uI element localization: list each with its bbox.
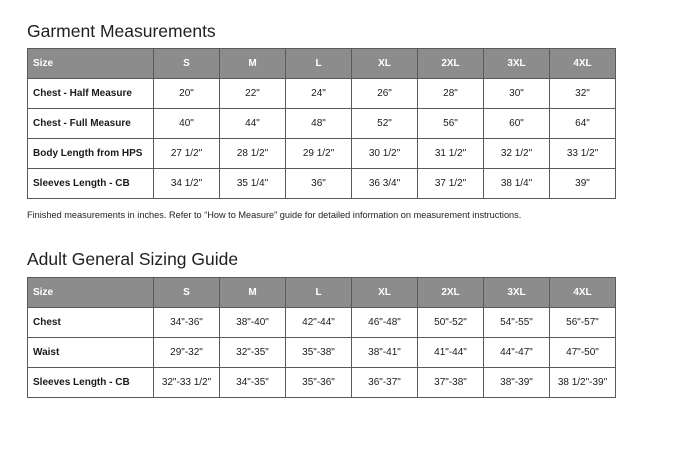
table-row xyxy=(28,79,616,109)
table-cell: 44"-47" xyxy=(484,338,550,368)
table-cell: 33 1/2" xyxy=(550,139,616,169)
header-m: M xyxy=(220,49,286,79)
header-s: S xyxy=(154,278,220,308)
header-4xl: 4XL xyxy=(550,49,616,79)
header-xl: XL xyxy=(352,278,418,308)
garment-measurements-title: Garment Measurements xyxy=(27,21,216,41)
table-cell: 50"-52" xyxy=(418,308,484,338)
table-cell: 20" xyxy=(154,79,220,109)
header-3xl: 3XL xyxy=(484,278,550,308)
table-cell: 36" xyxy=(286,169,352,199)
measurement-note: Finished measurements in inches. Refer to “How to Measure” guide for detailed information on measurement instructions. xyxy=(27,210,522,220)
table-cell: 35 1/4" xyxy=(220,169,286,199)
table-cell: 28" xyxy=(418,79,484,109)
table-cell: 48" xyxy=(286,109,352,139)
table-cell: 34"-35" xyxy=(220,368,286,398)
header-4xl: 4XL xyxy=(550,278,616,308)
table-cell: 56"-57" xyxy=(550,308,616,338)
table-cell: 56" xyxy=(418,109,484,139)
table-cell: 40" xyxy=(154,109,220,139)
table-cell: 28 1/2" xyxy=(220,139,286,169)
table-cell: 32"-35" xyxy=(220,338,286,368)
row-label: Sleeves Length - CB xyxy=(28,169,154,199)
row-label: Waist xyxy=(28,338,154,368)
table-row xyxy=(28,308,616,338)
table-cell: 41"-44" xyxy=(418,338,484,368)
table-cell: 44" xyxy=(220,109,286,139)
table-row xyxy=(28,169,616,199)
header-row xyxy=(28,278,616,308)
table-cell: 35"-36" xyxy=(286,368,352,398)
table-row xyxy=(28,109,616,139)
sizing-guide-table xyxy=(27,277,616,398)
table-cell: 38"-39" xyxy=(484,368,550,398)
table-cell: 38"-41" xyxy=(352,338,418,368)
sizing-guide-title: Adult General Sizing Guide xyxy=(27,249,239,269)
table-cell: 35"-38" xyxy=(286,338,352,368)
table-cell: 38"-40" xyxy=(220,308,286,338)
header-row xyxy=(28,49,616,79)
header-size: Size xyxy=(28,278,154,308)
header-xl: XL xyxy=(352,49,418,79)
table-cell: 29"-32" xyxy=(154,338,220,368)
row-label: Chest xyxy=(28,308,154,338)
table-cell: 54"-55" xyxy=(484,308,550,338)
table-cell: 31 1/2" xyxy=(418,139,484,169)
row-label: Chest - Half Measure xyxy=(28,79,154,109)
table-cell: 46"-48" xyxy=(352,308,418,338)
header-l: L xyxy=(286,49,352,79)
table-cell: 42"-44" xyxy=(286,308,352,338)
table-cell: 38 1/2"-39" xyxy=(550,368,616,398)
table-cell: 64" xyxy=(550,109,616,139)
table-cell: 37 1/2" xyxy=(418,169,484,199)
header-l: L xyxy=(286,278,352,308)
table-cell: 36"-37" xyxy=(352,368,418,398)
row-label: Sleeves Length - CB xyxy=(28,368,154,398)
table-cell: 38 1/4" xyxy=(484,169,550,199)
table-row xyxy=(28,368,616,398)
table-cell: 30" xyxy=(484,79,550,109)
table-cell: 39" xyxy=(550,169,616,199)
table-cell: 30 1/2" xyxy=(352,139,418,169)
header-2xl: 2XL xyxy=(418,49,484,79)
table-cell: 27 1/2" xyxy=(154,139,220,169)
table-cell: 22" xyxy=(220,79,286,109)
table-row xyxy=(28,139,616,169)
table-cell: 36 3/4" xyxy=(352,169,418,199)
header-m: M xyxy=(220,278,286,308)
table-cell: 34 1/2" xyxy=(154,169,220,199)
table-cell: 37"-38" xyxy=(418,368,484,398)
table-row xyxy=(28,338,616,368)
header-size: Size xyxy=(28,49,154,79)
header-s: S xyxy=(154,49,220,79)
table-cell: 34"-36" xyxy=(154,308,220,338)
table-cell: 60" xyxy=(484,109,550,139)
header-2xl: 2XL xyxy=(418,278,484,308)
table-cell: 26" xyxy=(352,79,418,109)
table-cell: 32 1/2" xyxy=(484,139,550,169)
row-label: Chest - Full Measure xyxy=(28,109,154,139)
header-3xl: 3XL xyxy=(484,49,550,79)
garment-measurements-table xyxy=(27,48,616,199)
table-cell: 32" xyxy=(550,79,616,109)
table-cell: 24" xyxy=(286,79,352,109)
table-cell: 52" xyxy=(352,109,418,139)
table-cell: 47"-50" xyxy=(550,338,616,368)
row-label: Body Length from HPS xyxy=(28,139,154,169)
table-cell: 32"-33 1/2" xyxy=(154,368,220,398)
table-cell: 29 1/2" xyxy=(286,139,352,169)
